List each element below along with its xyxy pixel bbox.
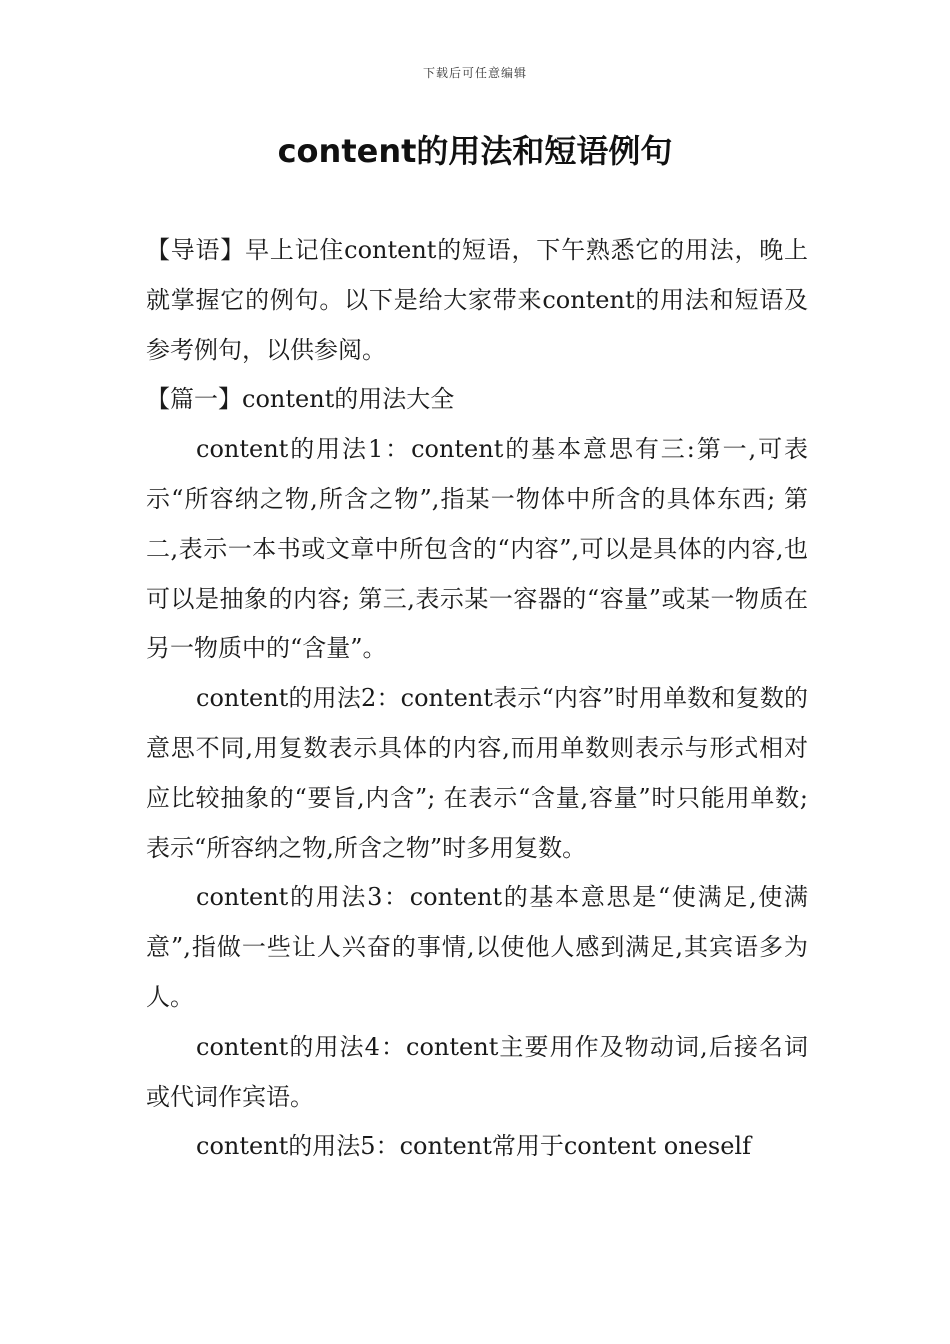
intro-paragraph: 【导语】早上记住content的短语，下午熟悉它的用法，晚上就掌握它的例句。以下是给大家带来content的用法和短语及参考例句，以供参阅。 — [146, 236, 808, 364]
usage-paragraph-1: content的用法1：content的基本意思有三:第一,可表示“所容纳之物,所含之物”,指某一物体中所含的具体东西; 第二,表示一本书或文章中所包含的“内容”,可以是具体的内容,也可以是抽象的内容; 第三,表示某一容器的“容量”或某一物质在另一物质中的“含量”。 — [146, 435, 808, 663]
usage-paragraph-4: content的用法4：content主要用作及物动词,后接名词或代词作宾语。 — [146, 1032, 808, 1111]
document-body — [146, 226, 808, 1172]
usage-paragraph-3: content的用法3：content的基本意思是“使满足,使满意”,指做一些让人兴奋的事情,以使他人感到满足,其宾语多为人。 — [146, 883, 808, 1011]
usage-paragraph-5: content的用法5：content常用于content oneself — [196, 1132, 751, 1161]
usage-paragraph-2: content的用法2：content表示“内容”时用单数和复数的意思不同,用复数表示具体的内容,而用单数则表示与形式相对应比较抽象的“要旨,内含”; 在表示“含量,容量”时只能用单数; 表示“所容纳之物,所含之物”时多用复数。 — [146, 684, 808, 862]
section-heading: 【篇一】content的用法大全 — [146, 385, 455, 414]
page-header-note: 下载后可任意编辑 — [422, 66, 527, 80]
document-title: content的用法和短语例句 — [277, 132, 673, 170]
